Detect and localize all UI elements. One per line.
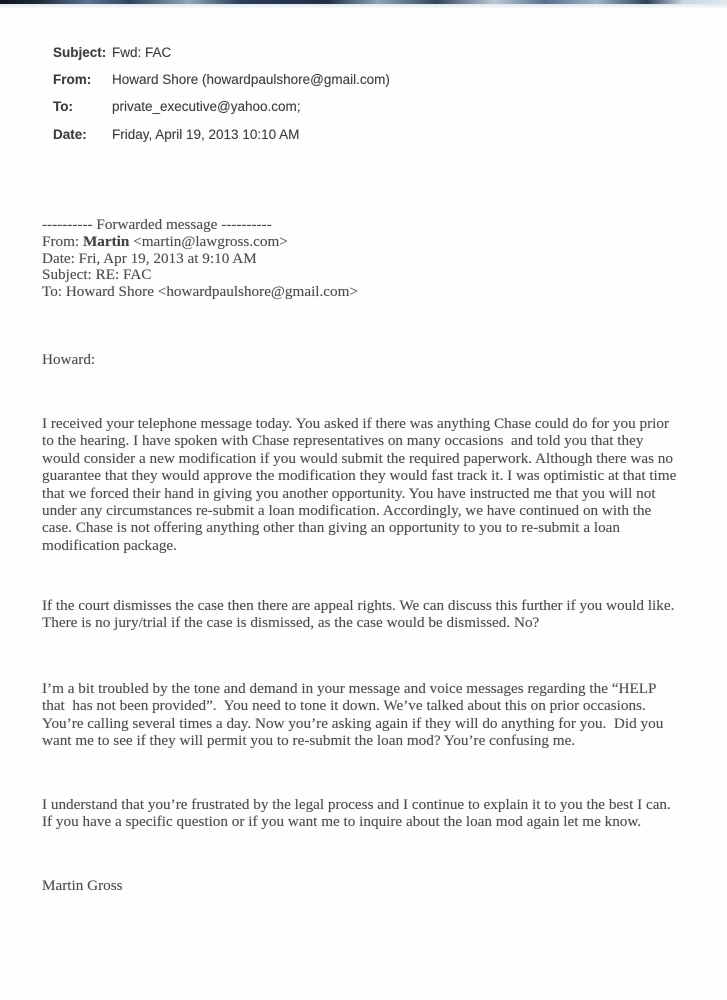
forwarded-from-line [42,234,358,251]
forwarded-subject-line: Subject: RE: FAC [42,266,152,284]
date-value: Friday, April 19, 2013 10:10 AM [112,126,300,142]
paragraph-1-line: that we forced their hand in giving you another opportunity. You have instructed me that you will not [42,484,656,502]
paragraph-1-line: under any circumstances re-submit a loan modification. Accordingly, we have continued on with the [42,502,652,520]
to-label: To: [53,99,73,115]
forwarded-divider: ---------- Forwarded message ---------- [42,216,272,233]
paragraph-2 [42,597,674,632]
to-value: private_executive@yahoo.com; [112,99,301,115]
paragraph-1 [42,415,676,554]
forwarded-from-name: Martin [82,232,130,250]
paragraph-3-line: I’m a bit troubled by the tone and demand in your message and voice messages regarding the “HELP [42,680,657,697]
header-row-date [53,127,390,154]
paragraph-2-line: There is no jury/trial if the case is dismissed, as the case would be dismissed. No? [42,614,540,632]
paragraph-1-line: modification package. [42,536,177,554]
paragraph-3-line: want me to see if they will permit you to re-submit the loan mod? You’re confusing me. [42,732,576,750]
paragraph-3-line: You’re calling several times a day. Now you’re asking again if they will do anything for you. Did you [42,714,664,732]
salutation: Howard: [42,351,96,368]
header-row-from [53,72,390,99]
paragraph-1-line: I received your telephone message today. You asked if there was anything Chase could do for you prior [42,415,670,432]
subject-value: Fwd: FAC [112,45,172,60]
forwarded-from-address: <martin@lawgross.com> [129,232,288,250]
paragraph-4-line: If you have a specific question or if you want me to inquire about the loan mod again let me know. [42,813,642,831]
header-row-to [53,99,390,126]
paragraph-3-line: that has not been provided”. You need to tone it down. We’ve talked about this on prior occasions. [42,697,646,715]
signature: Martin Gross [42,877,123,894]
forwarded-message-block [42,217,358,301]
paragraph-1-line: to the hearing. I have spoken with Chase representatives on many occasions and told you that they [42,432,644,450]
scanner-edge-fade [0,4,727,9]
from-value: Howard Shore (howardpaulshore@gmail.com) [112,72,390,88]
subject-label: Subject: [53,45,107,60]
email-header [53,45,390,154]
from-label: From: [53,72,92,88]
paragraph-1-line: guarantee that they would approve the modification they would fast track it. I was optimistic at that time [42,467,677,485]
paragraph-3 [42,680,663,750]
forwarded-from-prefix: From: [42,232,83,250]
paragraph-1-line: would consider a new modification if you would submit the required paperwork. Although there was no [42,449,673,467]
paragraph-1-line: case. Chase is not offering anything other than giving an opportunity to you to re-submit a loan [42,519,620,537]
date-label: Date: [53,126,87,142]
paragraph-2-line: If the court dismisses the case then there are appeal rights. We can discuss this further if you would like. [42,597,675,614]
forwarded-date-line: Date: Fri, Apr 19, 2013 at 9:10 AM [42,249,257,267]
paragraph-4 [42,796,671,831]
header-row-subject [53,45,390,72]
forwarded-to-line: To: Howard Shore <howardpaulshore@gmail.com> [42,283,359,301]
paragraph-4-line: I understand that you’re frustrated by the legal process and I continue to explain it to you the best I can. [42,796,671,813]
